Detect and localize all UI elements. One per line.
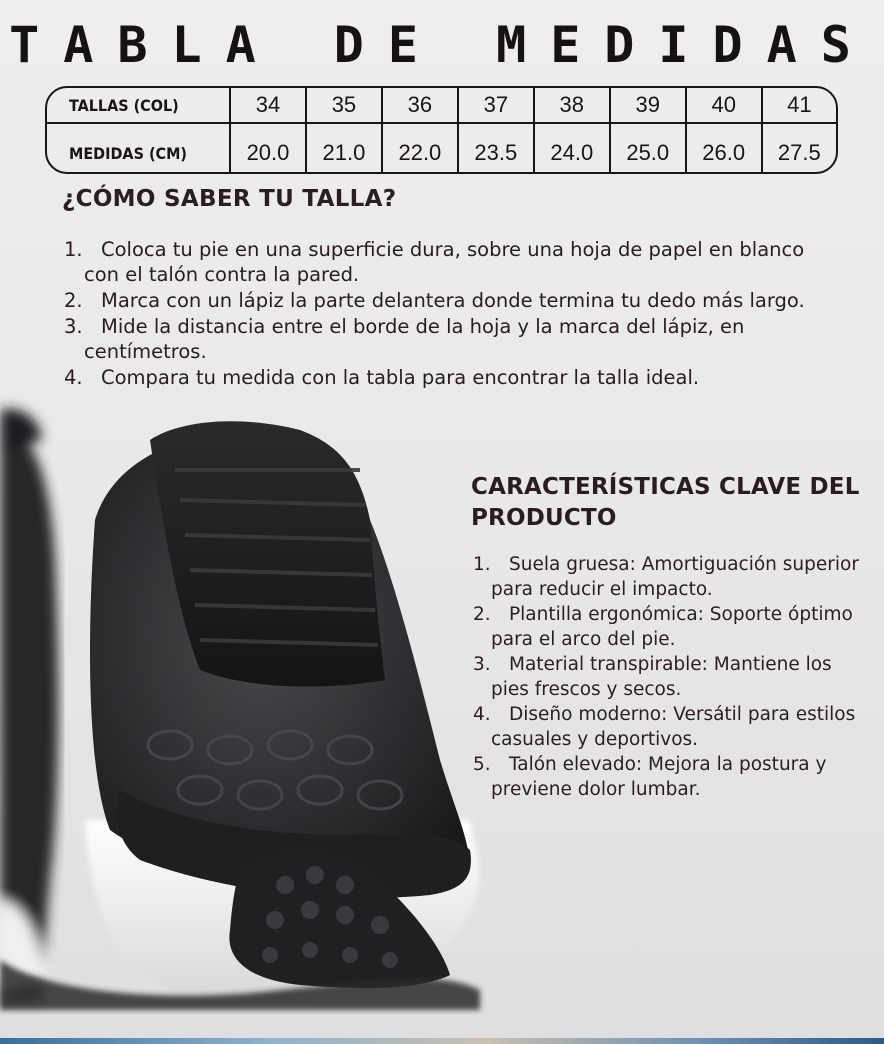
step-item — [64, 314, 824, 364]
right-shoe — [85, 421, 480, 1000]
step-item — [64, 365, 824, 390]
sizes-row — [47, 88, 836, 123]
size-cell: 37 — [458, 88, 534, 123]
feature-text: Plantilla ergonómica: Soporte óptimo para el arco del pie. — [491, 604, 853, 650]
step-text: Coloca tu pie en una superficie dura, sobre una hoja de papel en blanco con el talón contra la pared. — [84, 238, 805, 286]
size-cell: 35 — [306, 88, 382, 123]
measure-cell: 24.0 — [534, 123, 610, 172]
measure-cell: 23.5 — [458, 123, 534, 172]
sizes-row-label: TALLAS (COL) — [47, 88, 230, 123]
feature-item — [473, 702, 873, 752]
measure-cell: 22.0 — [382, 123, 458, 172]
feature-text: Talón elevado: Mejora la postura y previene dolor lumbar. — [491, 754, 827, 800]
step-number: 4. — [64, 366, 83, 389]
feature-text: Material transpirable: Mantiene los pies frescos y secos. — [491, 654, 832, 700]
size-cell: 39 — [610, 88, 686, 123]
size-cell: 40 — [686, 88, 762, 123]
feature-item — [473, 602, 873, 652]
feature-item — [473, 652, 873, 702]
feature-item — [473, 552, 873, 602]
feature-text: Diseño moderno: Versátil para estilos casuales y deportivos. — [491, 704, 856, 750]
feature-item — [473, 752, 873, 802]
step-text: Mide la distancia entre el borde de la hoja y la marca del lápiz, en centímetros. — [84, 315, 745, 363]
step-text: Compara tu medida con la tabla para encontrar la talla ideal. — [101, 366, 700, 389]
measures-row-label: MEDIDAS (CM) — [47, 123, 230, 172]
step-number: 1. — [64, 238, 83, 261]
feature-number: 5. — [473, 754, 491, 775]
step-number: 3. — [64, 315, 83, 338]
how-to-heading: ¿CÓMO SABER TU TALLA? — [62, 186, 397, 212]
how-to-steps — [64, 237, 824, 391]
size-cell: 36 — [382, 88, 458, 123]
feature-number: 2. — [473, 604, 491, 625]
size-cell: 41 — [762, 88, 836, 123]
feature-number: 4. — [473, 704, 491, 725]
step-text: Marca con un lápiz la parte delantera donde termina tu dedo más largo. — [101, 289, 805, 312]
size-table — [45, 86, 838, 174]
feature-number: 3. — [473, 654, 491, 675]
feature-text: Suela gruesa: Amortiguación superior para reducir el impacto. — [491, 554, 859, 600]
measure-cell: 26.0 — [686, 123, 762, 172]
bottom-color-strip — [0, 1038, 884, 1044]
feature-number: 1. — [473, 554, 491, 575]
measure-cell: 21.0 — [306, 123, 382, 172]
left-shoe — [0, 409, 58, 1000]
size-cell: 34 — [230, 88, 306, 123]
features-heading: CARACTERÍSTICAS CLAVE DEL PRODUCTO — [471, 474, 860, 531]
step-item — [64, 237, 824, 287]
features-list — [473, 552, 873, 802]
measures-row — [47, 123, 836, 172]
measure-cell: 20.0 — [230, 123, 306, 172]
size-cell: 38 — [534, 88, 610, 123]
step-number: 2. — [64, 289, 83, 312]
measure-cell: 25.0 — [610, 123, 686, 172]
measure-cell: 27.5 — [777, 140, 821, 166]
step-item — [64, 288, 824, 313]
page-title: TABLA DE MEDIDAS — [9, 16, 875, 74]
